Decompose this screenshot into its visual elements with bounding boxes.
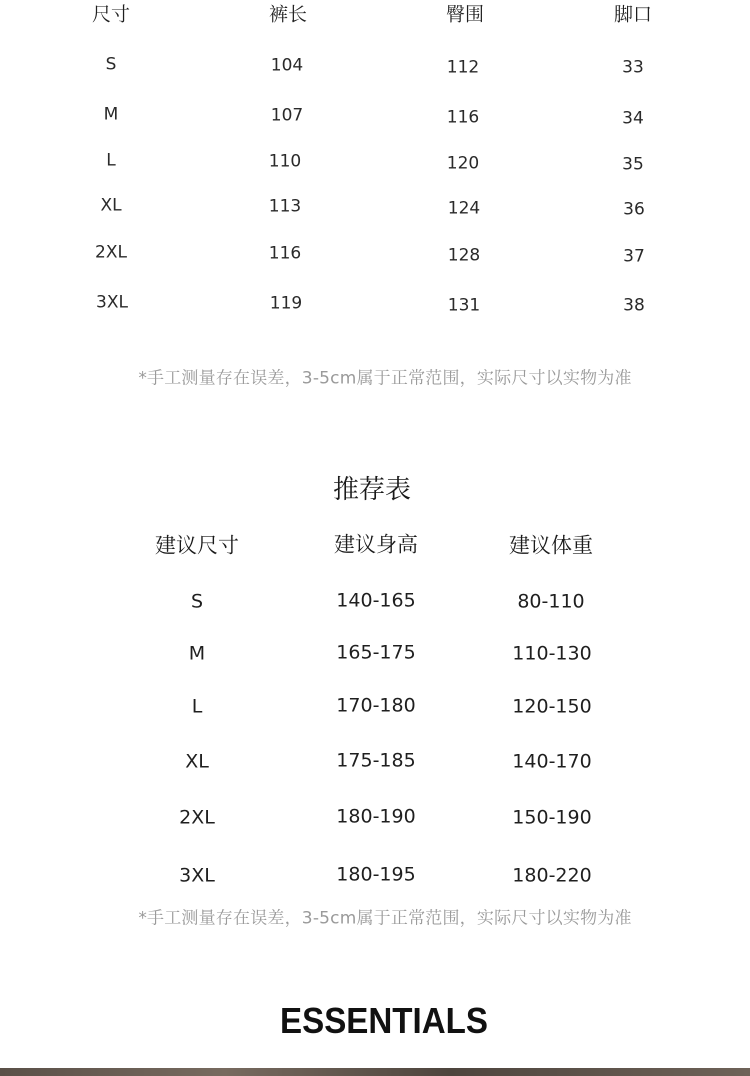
recommend-title: 推荐表 bbox=[332, 475, 412, 505]
size-cell: 131 bbox=[447, 295, 481, 316]
size-cell: 104 bbox=[270, 55, 304, 76]
recommend-cell: XL bbox=[185, 750, 209, 773]
recommend-cell: 2XL bbox=[179, 806, 215, 829]
recommend-header-height: 建议身高 bbox=[334, 532, 418, 557]
size-cell: L bbox=[106, 150, 116, 171]
recommend-cell: M bbox=[188, 642, 206, 665]
size-table-note: *手工测量存在误差，3-5cm属于正常范围，实际尺寸以实物为准 bbox=[138, 368, 632, 389]
recommend-cell: 180-195 bbox=[336, 863, 416, 886]
recommend-cell: 170-180 bbox=[336, 694, 416, 717]
size-header-size: 尺寸 bbox=[91, 3, 131, 26]
size-cell: XL bbox=[100, 195, 122, 216]
recommend-header-weight: 建议体重 bbox=[509, 533, 593, 558]
size-cell: 36 bbox=[623, 199, 645, 220]
size-cell: 3XL bbox=[96, 292, 128, 313]
size-cell: 116 bbox=[268, 243, 302, 264]
size-cell: 38 bbox=[623, 295, 645, 316]
recommend-cell: 165-175 bbox=[336, 641, 416, 664]
brand-logo-text: ESSENTIALS bbox=[280, 1000, 488, 1041]
size-cell: 35 bbox=[622, 154, 644, 175]
recommend-cell: 80-110 bbox=[517, 590, 585, 613]
size-cell: 113 bbox=[268, 196, 302, 217]
size-cell: 34 bbox=[622, 108, 644, 129]
size-cell: 119 bbox=[269, 293, 303, 314]
size-cell: 2XL bbox=[95, 242, 127, 263]
recommend-cell: 3XL bbox=[179, 864, 215, 887]
recommend-cell: 180-190 bbox=[336, 805, 416, 828]
size-cell: 37 bbox=[623, 246, 645, 267]
size-header-hem: 脚口 bbox=[613, 3, 653, 26]
recommend-cell: L bbox=[191, 695, 203, 718]
recommend-cell: 175-185 bbox=[336, 749, 416, 772]
size-cell: M bbox=[103, 104, 119, 125]
bottom-photo-strip bbox=[0, 1068, 750, 1076]
size-cell: 107 bbox=[270, 105, 304, 126]
recommend-cell: 180-220 bbox=[512, 864, 592, 887]
recommend-cell: 150-190 bbox=[512, 806, 592, 829]
size-header-length: 裤长 bbox=[268, 3, 308, 26]
size-cell: 110 bbox=[268, 151, 302, 172]
recommend-cell: 110-130 bbox=[512, 642, 592, 665]
size-cell: 128 bbox=[447, 245, 481, 266]
recommend-cell: S bbox=[190, 590, 204, 613]
size-cell: 33 bbox=[622, 57, 644, 78]
recommend-header-size: 建议尺寸 bbox=[155, 533, 239, 558]
size-header-hip: 臀围 bbox=[445, 3, 485, 26]
recommend-cell: 120-150 bbox=[512, 695, 592, 718]
size-cell: 120 bbox=[446, 153, 480, 174]
size-cell: 116 bbox=[446, 107, 480, 128]
recommend-cell: 140-170 bbox=[512, 750, 592, 773]
size-cell: 112 bbox=[446, 57, 480, 78]
recommend-table-note: *手工测量存在误差，3-5cm属于正常范围，实际尺寸以实物为准 bbox=[138, 908, 632, 929]
recommend-cell: 140-165 bbox=[336, 589, 416, 612]
size-cell: S bbox=[105, 54, 117, 75]
size-cell: 124 bbox=[447, 198, 481, 219]
